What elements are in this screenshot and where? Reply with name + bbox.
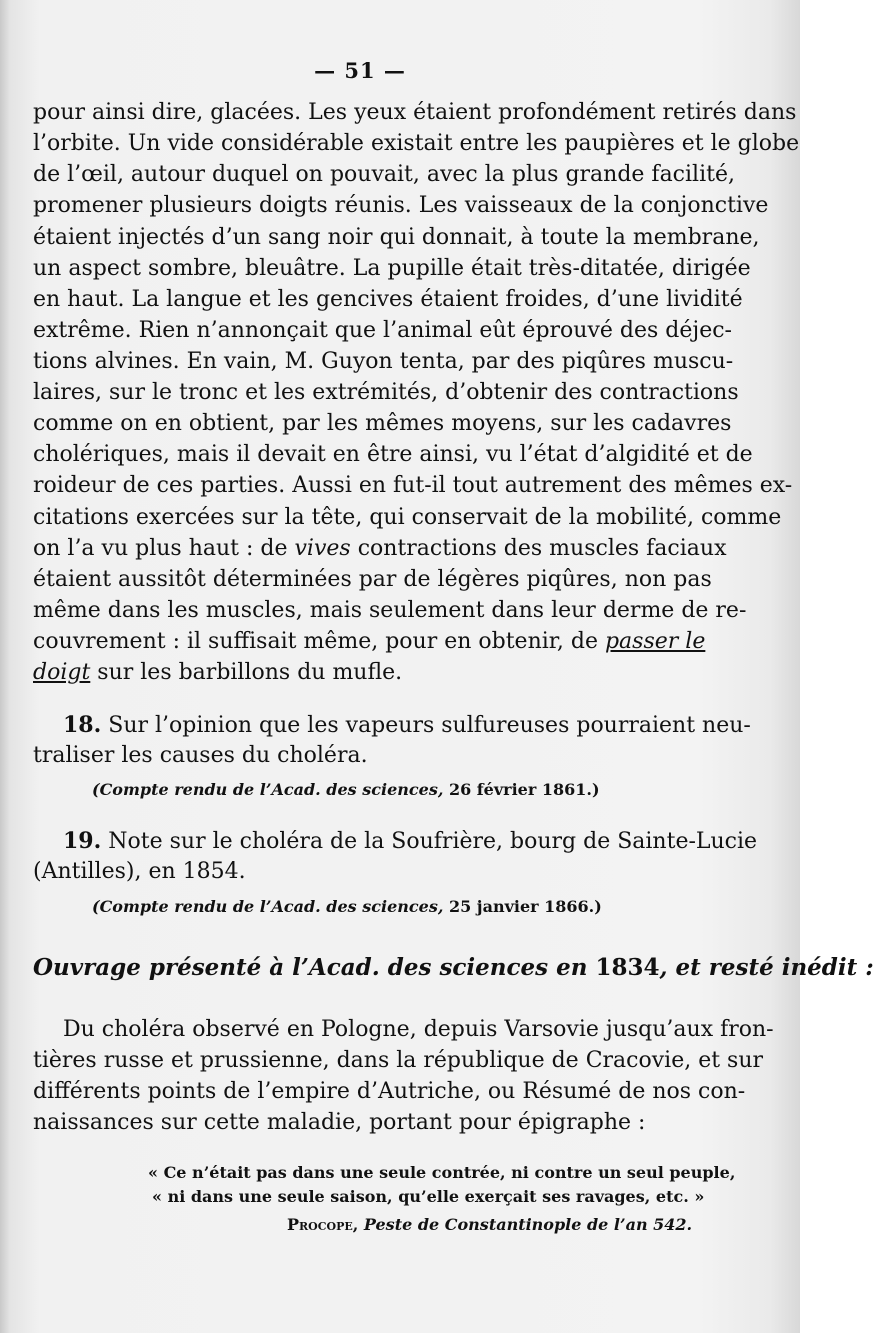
text-line: pour ainsi dire, glacées. Les yeux étaient profondément retirés dans (33, 100, 797, 125)
item-18-reference (92, 780, 600, 799)
item-title: Note sur le choléra de la Soufrière, bourg de Sainte-Lucie (101, 829, 758, 854)
epigraph-line: « ni dans une seule saison, qu’elle exerçait ses ravages, etc. » (152, 1187, 705, 1206)
text-line: de l’œil, autour duquel on pouvait, avec la plus grande facilité, (33, 162, 735, 187)
text-line: Du choléra observé en Pologne, depuis Varsovie jusqu’aux fron- (63, 1017, 774, 1042)
text-line: tières russe et prussienne, dans la république de Cracovie, et sur (33, 1048, 764, 1073)
text-line: roideur de ces parties. Aussi en fut-il tout autrement des mêmes ex- (33, 473, 793, 498)
text-line: un aspect sombre, bleuâtre. La pupille était très-ditatée, dirigée (33, 256, 751, 281)
item-number: 19. (63, 828, 102, 854)
epigraph-attribution (287, 1215, 692, 1234)
item-number: 18. (63, 712, 102, 738)
item-18-line: traliser les causes du choléra. (33, 743, 368, 768)
text-line: en haut. La langue et les gencives étaient froides, d’une lividité (33, 287, 743, 312)
epigraph-author: Procope, (287, 1215, 359, 1234)
reference-date: 26 février 1861.) (443, 780, 600, 799)
text-segment: on l’a vu plus haut : de (33, 536, 295, 561)
text-line (33, 658, 402, 688)
item-19-line (63, 826, 757, 857)
text-line (33, 627, 705, 657)
heading-text: , et resté inédit : (659, 954, 874, 981)
text-segment: sur les barbillons du mufle. (90, 660, 403, 685)
text-line: cholériques, mais il devait en être ainsi, vu l’état d’algidité et de (33, 442, 753, 467)
section-heading (33, 954, 874, 981)
text-line: citations exercées sur la tête, qui conservait de la mobilité, comme (33, 505, 782, 530)
reference-title: (Compte rendu de l’Acad. des sciences, (92, 780, 444, 799)
heading-year: 1834 (595, 954, 660, 981)
text-line: étaient aussitôt déterminées par de légères piqûres, non pas (33, 567, 712, 592)
text-line: même dans les muscles, mais seulement dans leur derme de re- (33, 598, 747, 623)
text-line: étaient injectés d’un sang noir qui donnait, à toute la membrane, (33, 225, 760, 250)
text-segment: contractions des muscles faciaux (350, 536, 727, 561)
underlined-italic-text: doigt (33, 660, 91, 685)
reference-title: (Compte rendu de l’Acad. des sciences, (92, 897, 444, 916)
item-title: Sur l’opinion que les vapeurs sulfureuses pourraient neu- (101, 713, 751, 738)
text-line (33, 534, 726, 564)
text-line: extrême. Rien n’annonçait que l’animal eût éprouvé des déjec- (33, 318, 732, 343)
epigraph-source: Peste de Constantinople de l’an 542. (358, 1215, 693, 1234)
epigraph-line: « Ce n’était pas dans une seule contrée, ni contre un seul peuple, (148, 1163, 736, 1182)
text-line: tions alvines. En vain, M. Guyon tenta, par des piqûres muscu- (33, 349, 734, 374)
text-line: promener plusieurs doigts réunis. Les vaisseaux de la conjonctive (33, 193, 769, 218)
reference-date: 25 janvier 1866.) (443, 897, 602, 916)
text-segment: couvrement : il suffisait même, pour en obtenir, de (33, 629, 605, 654)
text-line: naissances sur cette maladie, portant pour épigraphe : (33, 1110, 646, 1135)
heading-text: Ouvrage présenté à l’Acad. des sciences en (33, 954, 596, 981)
text-line: l’orbite. Un vide considérable existait entre les paupières et le globe (33, 131, 800, 156)
italic-text: vives (294, 536, 351, 561)
item-19-reference (92, 897, 602, 916)
item-18-line (63, 710, 751, 741)
text-line: comme on en obtient, par les mêmes moyens, sur les cadavres (33, 411, 732, 436)
text-line: différents points de l’empire d’Autriche, ou Résumé de nos con- (33, 1079, 746, 1104)
page-number-header: — 51 — (314, 58, 406, 83)
item-19-line: (Antilles), en 1854. (33, 859, 246, 884)
text-line: laires, sur le tronc et les extrémités, d’obtenir des contractions (33, 380, 739, 405)
underlined-italic-text: passer le (604, 629, 706, 654)
